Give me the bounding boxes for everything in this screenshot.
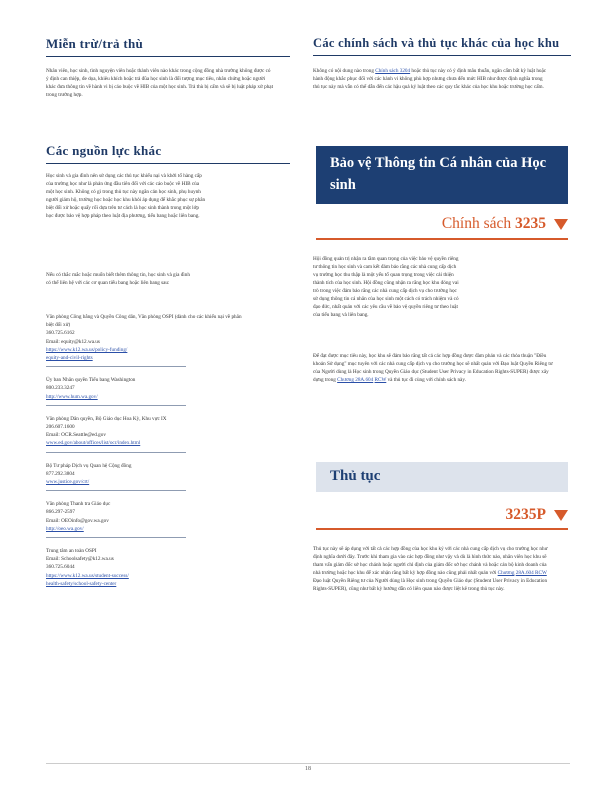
agency-reference-line: Văn phòng Dân quyền, Bộ Giáo dục Hoa Kỳ, Khu vực IX	[46, 415, 167, 422]
other-policies-text-pre: Không có nội dung nào trong	[313, 68, 374, 74]
agency-reference-line: 360.725.6044	[46, 564, 75, 571]
procedure-rule	[316, 528, 568, 530]
other-resources-body-1: Học sinh và gia đình nên sử dụng các thủ tục khiếu nại và khởi tố hàng cấp của trường học như là phản ứng đầu tiên đối với các cáo buộc về HIB của một học sinh. Không có gì trong thủ tục này ngăn cản học sinh, phụ huynh người giám hộ, trường học hoặc học khu khỏi áp dụng để khắc phục sự phân biệt đối xử hoặc quấy rối dựa trên tư cách là học sinh thành trong một lớp học được bảo vệ hợp pháp theo luật địa phương, tiểu bang hoặc liên bang.	[46, 173, 206, 219]
procedure-heading	[506, 506, 568, 524]
agency-reference-line: 360.725.6162	[46, 330, 75, 337]
agency-reference-list	[46, 313, 246, 597]
policy-heading	[442, 215, 568, 233]
agency-reference	[46, 415, 246, 453]
procedure-title: Thủ tục	[330, 468, 381, 484]
privacy-policy-para-1: Hội đồng quản trị nhận ra tầm quan trọng của việc bảo vệ quyền riêng tư thông tin học sinh và cam kết đảm bảo rằng các nhà cung cấp dịch vụ trường học thu thập là một yếu tố quan trọng trong việc cải thiện thành tích của học sinh. Hội đồng cũng nhận ra rằng học khu đóng vai trò trong việc đảm bảo rằng các nhà cung cấp dịch vụ cho trường học sử dụng thông tin cá nhân của học sinh một cách có trách nhiệm và có đạo đức, nhất quán với các yêu cầu về bảo vệ quyền riêng tư theo luật của tiểu bang và liên bang.	[313, 256, 459, 318]
agency-website-link[interactable]: http://www.hum.wa.gov/	[46, 393, 98, 400]
other-policies-text-post: hoặc thủ tục này có ý định mâu thuẫn, ngăn cấm bất kỳ luật hoặc hành động khắc phục đối với các hành vi không phù hợp nhưng chưa đến mức HIB như được định nghĩa trong thủ tục này mà vẫn có thể dẫn đến các hậu quả kỷ luật theo các quy tắc khác của học khu hoặc trường học cấm.	[313, 68, 547, 90]
chapter-28a604-rcw-link[interactable]: 28A.604 RCW	[515, 570, 547, 576]
policy-label: Chính sách	[441, 215, 512, 232]
section-title-other-resources: Các nguồn lực khác	[46, 143, 290, 164]
agency-reference-line: Email: equity@k12.wa.us	[46, 338, 100, 345]
agency-website-link[interactable]: https://www.k12.wa.us/policy-funding/	[46, 346, 128, 353]
agency-reference	[46, 376, 246, 406]
policy-number: 3235	[515, 215, 546, 232]
agency-reference-line: Ủy ban Nhân quyền Tiểu bang Washington	[46, 377, 136, 384]
chapter-link[interactable]: Chương	[497, 570, 515, 576]
chapter-28a604-link[interactable]: Chương 28A.604	[337, 377, 374, 383]
agency-website-link[interactable]: www.justice.gov/crt/	[46, 479, 90, 486]
triangle-down-icon	[554, 219, 568, 230]
reference-divider	[46, 405, 186, 406]
policy-3204-link[interactable]: Chính sách 3204	[375, 68, 411, 74]
agency-reference-line: Email: Schoolsafety@k12.wa.us	[46, 556, 114, 563]
agency-website-link[interactable]: www.ed.gov/about/offices/list/ocr/index.html	[46, 440, 141, 447]
agency-reference	[46, 547, 246, 588]
agency-reference-line: Email: OEOinfo@gov.wa.gov	[46, 517, 109, 524]
agency-reference-line: 866.297-2597	[46, 509, 75, 516]
agency-reference	[46, 313, 246, 367]
policy-rule	[316, 238, 568, 240]
procedure-text-post: Đạo luật Quyền Riêng tư của Người dùng là Học sinh trong Quyền Giáo dục (Student User Privacy in Education Rights-SUPER), cũng như bất kỳ hướng dẫn có liên quan nào được liệt kê trong thủ tục này.	[313, 578, 548, 592]
agency-reference-line: Email: OCR.Seattle@ed.gov	[46, 432, 106, 439]
agency-reference-line: Bộ Tư pháp Dịch vụ Quan hệ Cộng đồng	[46, 462, 132, 469]
agency-website-link[interactable]: http://oeo.wa.gov/	[46, 525, 84, 532]
banner-title: Bảo vệ Thông tin Cá nhân của Học sinh	[330, 155, 547, 193]
procedure-banner	[316, 462, 568, 492]
reference-divider	[46, 452, 186, 453]
agency-reference-line: Trung tâm an toàn OSPI	[46, 548, 97, 555]
para-2-text-post: và thủ tục đi cùng với chính sách này.	[387, 377, 466, 383]
para-2-text-pre: Để đạt được mục tiêu này, học khu sẽ đảm bảo rằng tất cả các hợp đồng được đàm phán và các thỏa thuận "Điều khoản Sử dụng" mục tuyên với các nhà cung cấp dịch vụ cho trường học sẽ nhất quán với Đạo luật Quyền Riêng tư của Người dùng là Học sinh trong Quyền Giáo dục (Student User Privacy in Education Rights-SUPER) được xây dựng trong	[313, 353, 553, 383]
agency-website-link[interactable]: health-safety/school-safety-center	[46, 580, 117, 587]
section-title-retaliation: Miễn trừ/trả thù	[46, 36, 290, 57]
agency-reference-line: Văn phòng Công bằng và Quyền Công dân, Văn phòng OSPI (dành cho các khiếu nại về phân biệt đối xử)	[46, 314, 242, 329]
page-number: 18	[305, 766, 311, 772]
privacy-policy-para-2	[313, 352, 558, 384]
procedure-text-pre: Thủ tục này sẽ áp dụng với tất cả các hợp đồng của học khu ký với các nhà cung cấp dịch vụ cho trường học như định nghĩa dưới đây. Trước khi tham gia vào các hợp đồng như vậy và dù là hình thức nào, nhân viên học khu sẽ tham vấn giám đốc sở học chánh hoặc người chỉ định của giám đốc sở học chánh và hoặc cán bộ kinh doanh của nhà trường hoặc học khu để xác nhận rằng bất kỳ hợp đồng nào cũng phải nhất quán với	[313, 546, 548, 576]
student-privacy-banner	[316, 146, 568, 204]
reference-divider	[46, 366, 186, 367]
triangle-down-icon	[554, 510, 568, 521]
agency-reference-line: 206.607.1600	[46, 424, 75, 431]
agency-reference-line: 877.292.3804	[46, 470, 75, 477]
agency-reference	[46, 500, 246, 538]
procedure-body	[313, 545, 553, 593]
agency-reference-line: 800.233.3247	[46, 385, 75, 392]
agency-website-link[interactable]: equity-and-civil-rights	[46, 355, 93, 362]
agency-website-link[interactable]: https://www.k12.wa.us/student-success/	[46, 572, 129, 579]
procedure-number: 3235P	[505, 506, 546, 523]
section-title-other-policies: Các chính sách và thủ tục khác của học khu	[313, 36, 571, 56]
other-policies-body	[313, 67, 548, 91]
agency-reference-line: Văn phòng Thanh tra Giáo dục	[46, 501, 111, 508]
retaliation-body: Nhân viên, học sinh, tình nguyện viên hoặc thành viên nào khác trong cộng đồng nhà trường không được có ý định can thiệp, đe dọa, khiêu khích hoặc trả đũa học sinh là đối tượng mục tiêu, nhân chứng hoặc người khác đưa thông tin về hành vi bị cáo buộc về HIB của một học sinh. Trả thù bị cấm và sẽ bị luật pháp xử phạt trong trường hợp.	[46, 68, 274, 98]
rcw-link[interactable]: RCW	[374, 377, 387, 383]
other-resources-body-2: Nếu có thắc mắc hoặc muốn biết thêm thông tin, học sinh và gia đình có thể liên hệ với các cơ quan tiểu bang hoặc liên bang sau:	[46, 272, 190, 286]
footer-rule	[46, 763, 570, 764]
agency-reference	[46, 462, 246, 492]
reference-divider	[46, 490, 186, 491]
reference-divider	[46, 537, 186, 538]
